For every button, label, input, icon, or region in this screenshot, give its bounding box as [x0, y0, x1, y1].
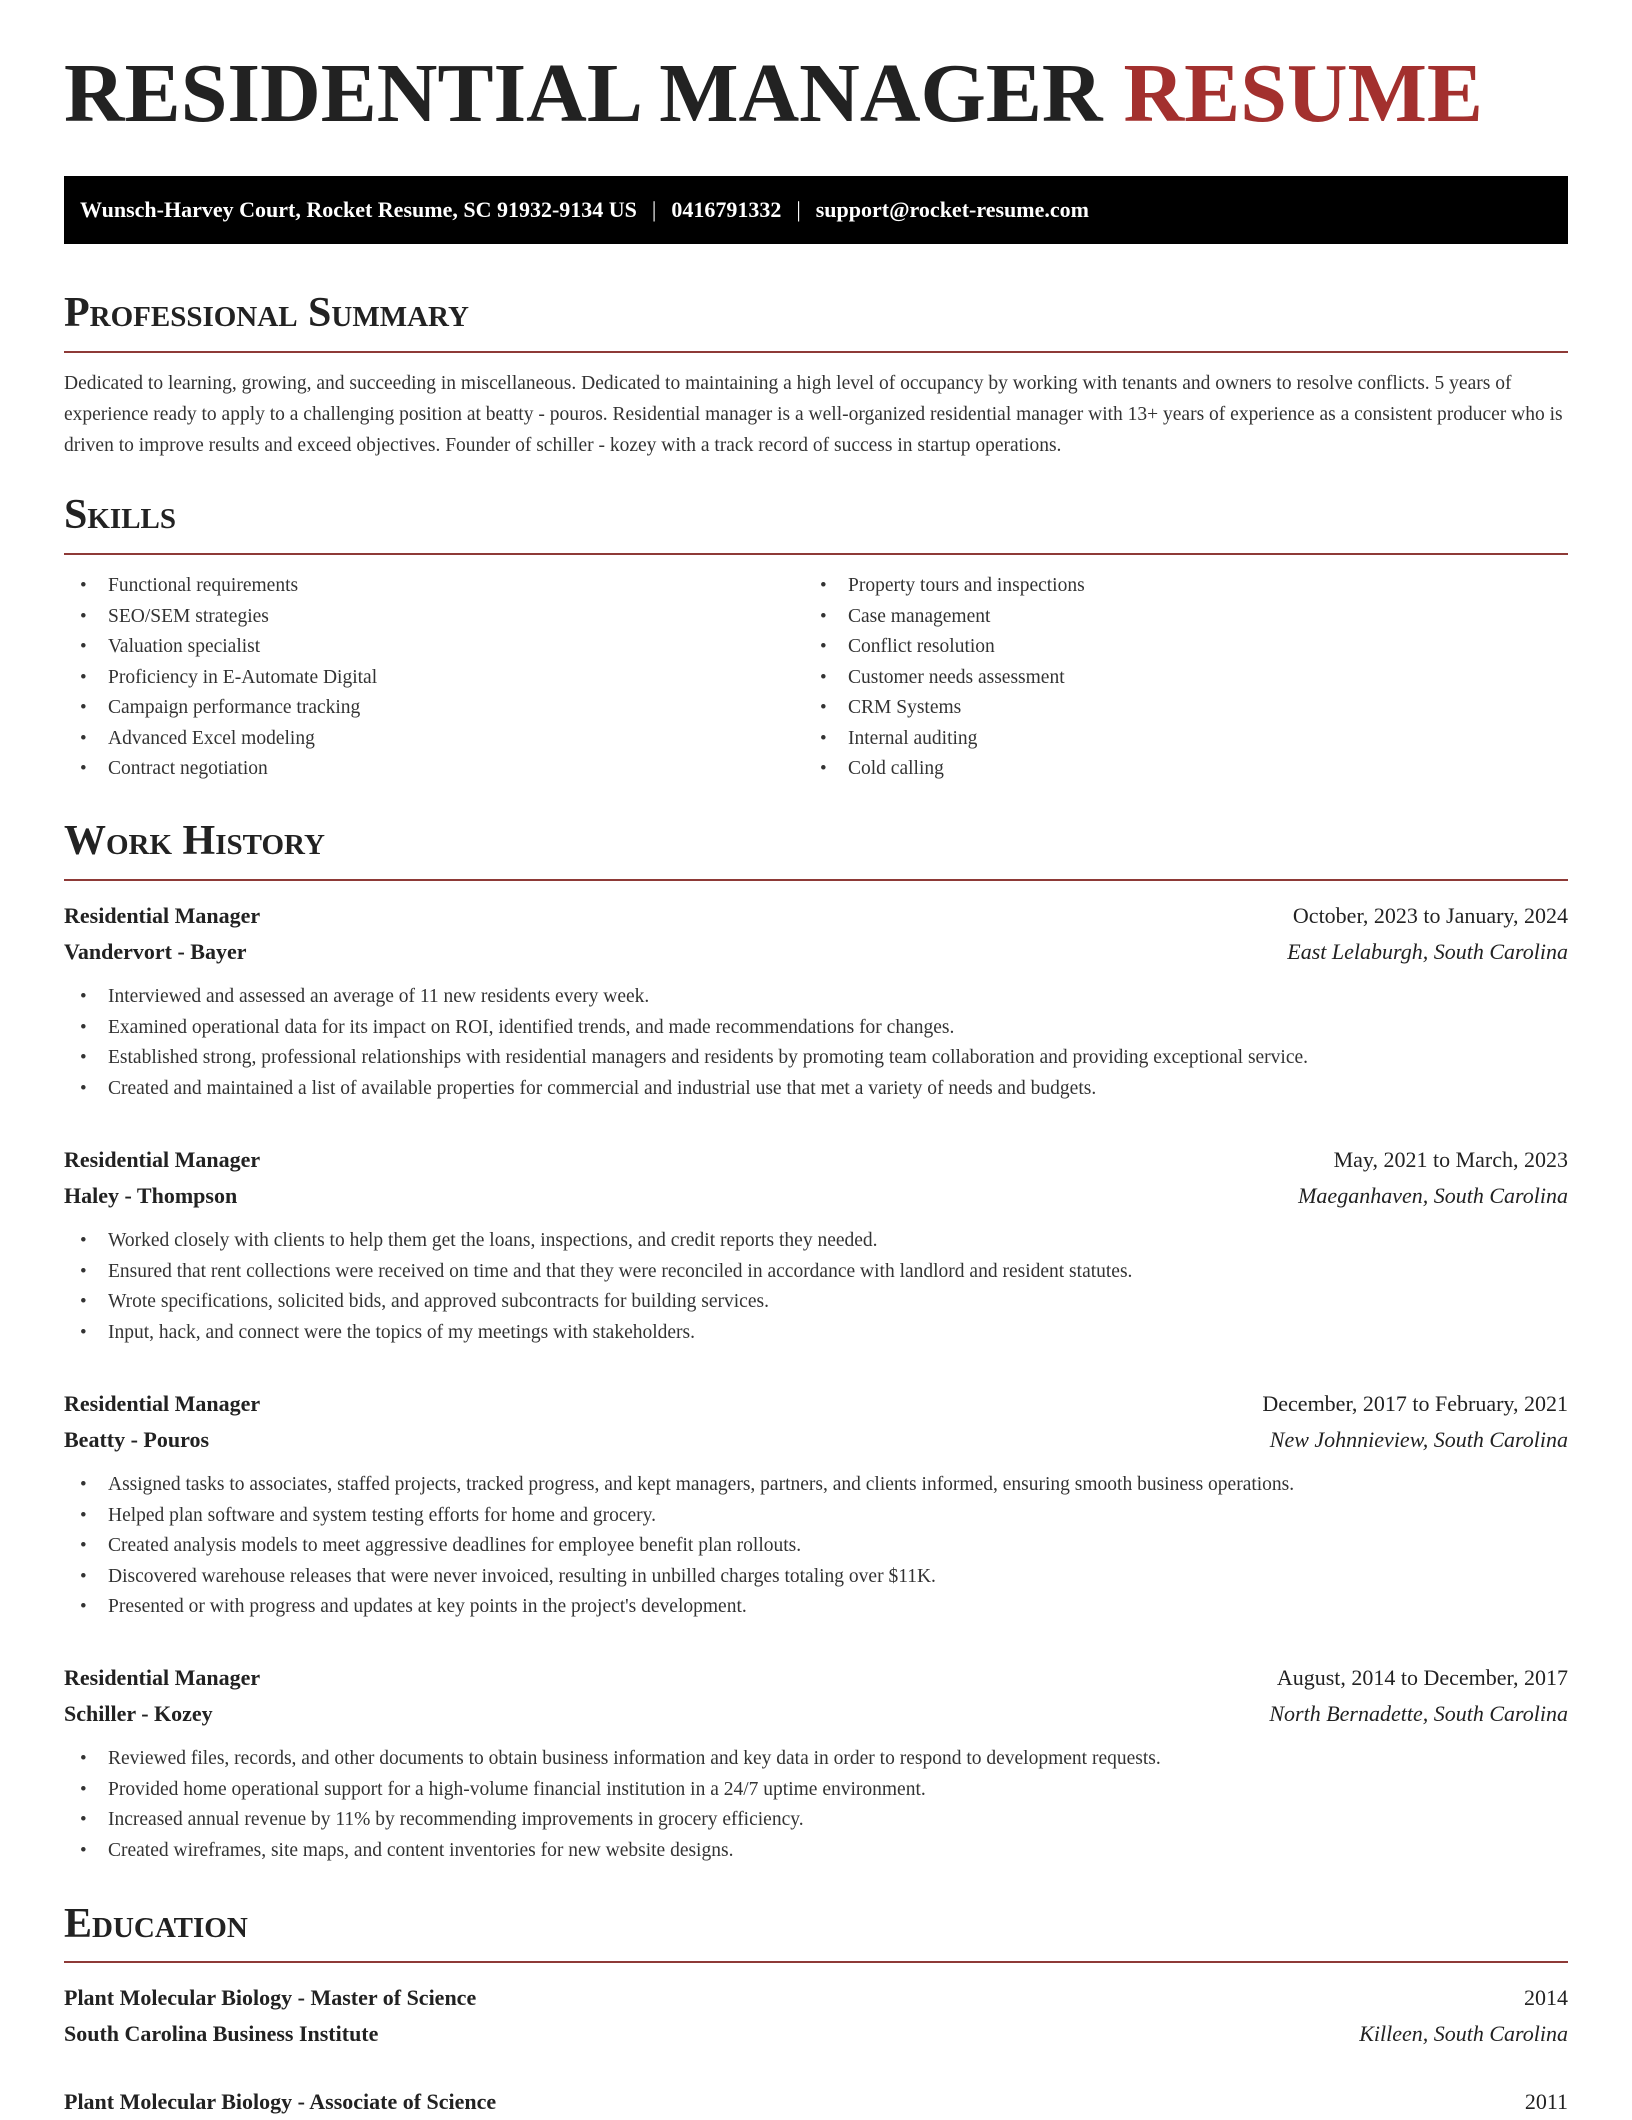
skill-item: • Internal auditing — [804, 724, 1544, 755]
title-accent: RESUME — [1123, 47, 1483, 140]
job-bullet: • Input, hack, and connect were the topics of my meetings with stakeholders. — [64, 1318, 1568, 1349]
job-bullet: • Provided home operational support for a high-volume financial institution in a 24/7 uptime environment. — [64, 1775, 1568, 1806]
job-bullet: • Assigned tasks to associates, staffed projects, tracked progress, and kept managers, partners, and clients informed, ensuring smooth business operations. — [64, 1470, 1568, 1501]
section-divider — [64, 879, 1568, 881]
job-header — [64, 1142, 1568, 1178]
skill-item: • Advanced Excel modeling — [64, 724, 804, 755]
skill-item: • Case management — [804, 602, 1544, 633]
contact-separator: | — [796, 197, 801, 222]
education-header — [64, 2084, 1568, 2120]
contact-address: Wunsch-Harvey Court, Rocket Resume, SC 91932-9134 US — [80, 197, 637, 222]
job-bullet: • Interviewed and assessed an average of 11 new residents every week. — [64, 982, 1568, 1013]
job-title: Residential Manager — [64, 1147, 261, 1172]
education-header — [64, 1980, 1568, 2016]
contact-bar — [64, 176, 1568, 244]
skill-item: • Functional requirements — [64, 571, 804, 602]
education-degree: Plant Molecular Biology - Associate of Science — [64, 2089, 497, 2114]
skill-item: • Cold calling — [804, 754, 1544, 785]
job-subheader — [64, 1178, 1568, 1214]
job-bullet: • Discovered warehouse releases that were never invoiced, resulting in unbilled charges totaling over $11K. — [64, 1562, 1568, 1593]
title-main: RESIDENTIAL MANAGER — [64, 47, 1103, 140]
job-company: Beatty - Pouros — [64, 1427, 210, 1452]
job-bullet: • Created and maintained a list of available properties for commercial and industrial use that met a variety of needs and budgets. — [64, 1074, 1568, 1105]
job-company: Vandervort - Bayer — [64, 939, 247, 964]
education-year: 2014 — [1524, 1985, 1568, 2010]
education-entry — [64, 1980, 1568, 2052]
job-location: Maeganhaven, South Carolina — [1298, 1183, 1568, 1208]
job-dates: August, 2014 to December, 2017 — [1276, 1665, 1568, 1690]
job-bullets — [64, 1744, 1568, 1866]
skill-item: • Valuation specialist — [64, 632, 804, 663]
contact-email: support@rocket-resume.com — [815, 197, 1089, 222]
resume-title — [64, 47, 1483, 140]
job-location: North Bernadette, South Carolina — [1269, 1701, 1568, 1726]
education-year: 2011 — [1524, 2089, 1568, 2114]
skills-list — [804, 571, 1544, 785]
job-entry — [64, 898, 1568, 1104]
summary-heading: Professional Summary — [64, 290, 469, 336]
section-divider — [64, 1961, 1568, 1963]
education-school: South Carolina Business Institute — [64, 2021, 379, 2046]
skill-item: • SEO/SEM strategies — [64, 602, 804, 633]
job-bullet: • Ensured that rent collections were received on time and that they were reconciled in accordance with landlord and resident statutes. — [64, 1257, 1568, 1288]
job-title: Residential Manager — [64, 1391, 261, 1416]
education-entry — [64, 2084, 1568, 2120]
skill-item: • Customer needs assessment — [804, 663, 1544, 694]
job-bullet: • Examined operational data for its impact on ROI, identified trends, and made recommendations for changes. — [64, 1013, 1568, 1044]
job-bullet: • Wrote specifications, solicited bids, and approved subcontracts for building services. — [64, 1287, 1568, 1318]
job-bullet: • Increased annual revenue by 11% by recommending improvements in grocery efficiency. — [64, 1805, 1568, 1836]
job-bullet: • Created analysis models to meet aggressive deadlines for employee benefit plan rollouts. — [64, 1531, 1568, 1562]
job-bullet: • Helped plan software and system testing efforts for home and grocery. — [64, 1501, 1568, 1532]
job-title: Residential Manager — [64, 903, 261, 928]
job-location: East Lelaburgh, South Carolina — [1287, 939, 1568, 964]
education-degree: Plant Molecular Biology - Master of Science — [64, 1985, 477, 2010]
education-location: Killeen, South Carolina — [1359, 2021, 1568, 2046]
education-heading: Education — [64, 1901, 248, 1947]
job-entry — [64, 1660, 1568, 1866]
contact-phone: 0416791332 — [671, 197, 782, 222]
section-divider — [64, 553, 1568, 555]
skill-item: • Proficiency in E-Automate Digital — [64, 663, 804, 694]
skills-heading: Skills — [64, 492, 177, 538]
job-bullets — [64, 982, 1568, 1104]
skill-item: • Contract negotiation — [64, 754, 804, 785]
job-subheader — [64, 1696, 1568, 1732]
job-dates: October, 2023 to January, 2024 — [1292, 903, 1568, 928]
job-bullet: • Worked closely with clients to help them get the loans, inspections, and credit reports they needed. — [64, 1226, 1568, 1257]
job-subheader — [64, 934, 1568, 970]
job-location: New Johnnieview, South Carolina — [1269, 1427, 1568, 1452]
job-bullet: • Presented or with progress and updates at key points in the project's development. — [64, 1592, 1568, 1623]
skill-item: • Conflict resolution — [804, 632, 1544, 663]
skills-column-left — [64, 571, 804, 785]
skills-column-right — [804, 571, 1544, 785]
job-bullet: • Established strong, professional relationships with residential managers and residents by promoting team collaboration and providing exceptional service. — [64, 1043, 1568, 1074]
job-bullet: • Created wireframes, site maps, and content inventories for new website designs. — [64, 1836, 1568, 1867]
job-subheader — [64, 1422, 1568, 1458]
job-dates: December, 2017 to February, 2021 — [1262, 1391, 1568, 1416]
job-header — [64, 1386, 1568, 1422]
education-subheader — [64, 2016, 1568, 2052]
skill-item: • CRM Systems — [804, 693, 1544, 724]
job-dates: May, 2021 to March, 2023 — [1333, 1147, 1568, 1172]
job-bullets — [64, 1470, 1568, 1623]
job-header — [64, 898, 1568, 934]
summary-text: Dedicated to learning, growing, and succeeding in miscellaneous. Dedicated to maintaining a high level of occupancy by working with tenants and owners to resolve conflicts. 5 years of experience ready to apply to a challenging position at beatty - pouros. Residential manager is a well-organized residential manager with 13+ years of experience as a consistent producer who is driven to improve results and exceed objectives. Founder of schiller - kozey with a track record of success in startup operations. — [64, 373, 1563, 456]
job-entry — [64, 1142, 1568, 1348]
contact-separator: | — [651, 197, 657, 222]
job-entry — [64, 1386, 1568, 1623]
job-header — [64, 1660, 1568, 1696]
job-company: Haley - Thompson — [64, 1183, 238, 1208]
skill-item: • Campaign performance tracking — [64, 693, 804, 724]
work-history-heading: Work History — [64, 818, 325, 864]
job-company: Schiller - Kozey — [64, 1701, 213, 1726]
section-divider — [64, 351, 1568, 353]
job-bullet: • Reviewed files, records, and other documents to obtain business information and key data in order to respond to development requests. — [64, 1744, 1568, 1775]
skill-item: • Property tours and inspections — [804, 571, 1544, 602]
job-bullets — [64, 1226, 1568, 1348]
skills-list — [64, 571, 804, 785]
job-title: Residential Manager — [64, 1665, 261, 1690]
